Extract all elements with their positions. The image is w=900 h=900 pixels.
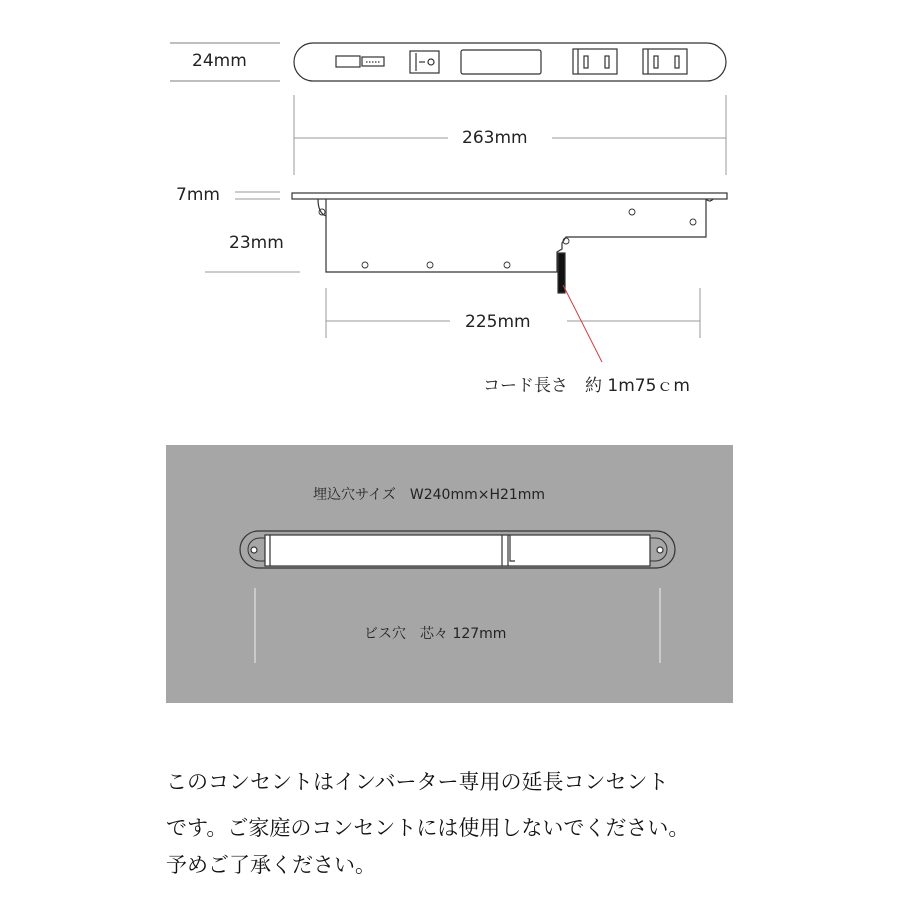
side-view [292,193,727,293]
plate-thickness-label: 7mm [176,185,220,205]
cord-length-label: コード長さ 約 1m75ｃm [483,376,690,396]
screw-hole [251,547,257,553]
width-total-label: 263mm [462,128,528,148]
cutout-slot [240,531,675,568]
indicator-panel [461,50,541,74]
screw-icons [319,209,696,268]
socket-icon [643,49,687,74]
body-depth-label: 23mm [229,233,284,253]
top-view [170,43,726,81]
dim-7 [235,192,280,199]
power-switch-icon [410,51,439,73]
screw-hole [657,547,663,553]
screw-pitch-label: ビス穴 芯々 127mm [364,626,507,642]
note-line-1: このコンセントはインバーター専用の延長コンセント [166,770,669,794]
usb-port-icon [336,56,384,67]
note-line-2: です。ご家庭のコンセントには使用しないでください。 [166,816,690,840]
hole-size-label: 埋込穴サイズ W240mm×H21mm [313,487,546,503]
socket-icon [573,49,617,74]
height-label: 24mm [192,51,247,71]
cord-leader-line [563,285,602,362]
body-outline [326,199,706,272]
body-width-label: 225mm [465,312,531,332]
top-plate [292,193,727,199]
note-line-3: 予めご了承ください。 [166,853,376,877]
